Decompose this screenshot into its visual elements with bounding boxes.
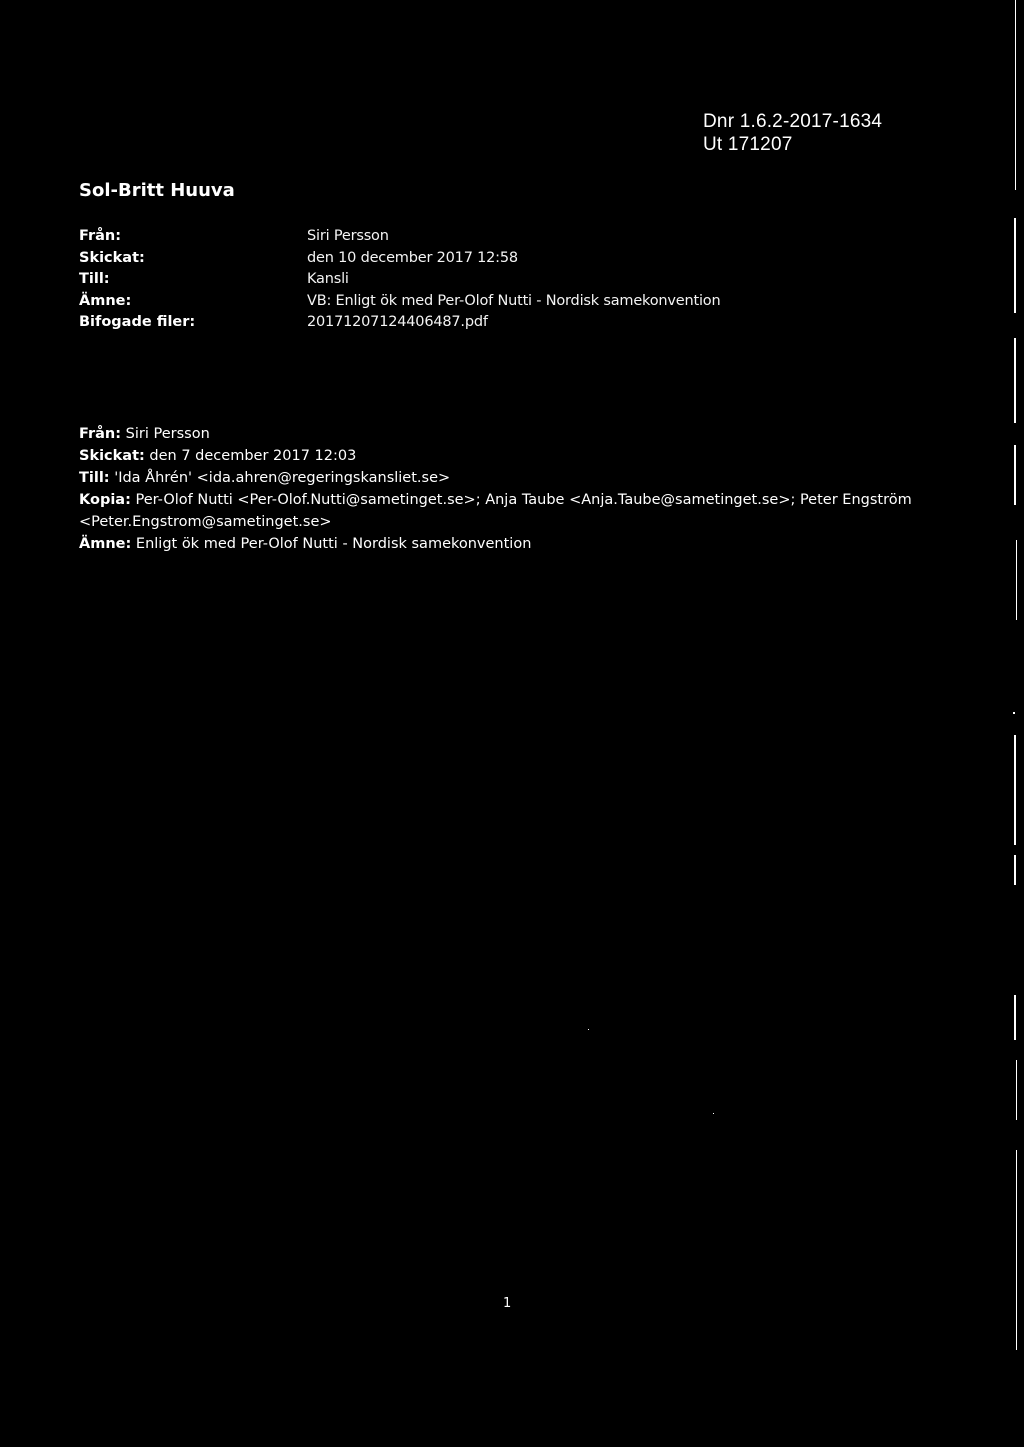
forwarded-message-header — [79, 423, 979, 555]
sender-name: Sol-Britt Huuva — [79, 180, 235, 201]
fw-value: 'Ida Åhrén' <ida.ahren@regeringskansliet.se> — [114, 470, 451, 486]
scan-edge-mark — [1014, 995, 1016, 1040]
header-label: Från: — [79, 228, 122, 244]
fw-label: Från: — [79, 426, 122, 442]
fw-value: den 7 december 2017 12:03 — [149, 448, 357, 464]
header-value: den 10 december 2017 12:58 — [307, 249, 518, 266]
header-value: Siri Persson — [307, 228, 389, 244]
forwarded-to — [79, 467, 979, 489]
header-label: Till: — [79, 271, 110, 287]
scan-edge-mark — [1016, 540, 1017, 620]
scan-speck — [1013, 712, 1015, 714]
header-value: VB: Enligt ök med Per-Olof Nutti - Nordisk samekonvention — [307, 292, 721, 309]
header-label: Bifogade filer: — [79, 314, 196, 330]
fw-value: <Peter.Engstrom@sametinget.se> — [79, 514, 332, 530]
document-reference — [703, 110, 882, 156]
scan-edge-mark — [1016, 1150, 1017, 1350]
fw-label: Kopia: — [79, 492, 131, 508]
scan-edge-mark — [1014, 338, 1016, 423]
fw-label: Ämne: — [79, 536, 132, 552]
scan-edge-mark — [1014, 445, 1016, 505]
fw-value: Per-Olof Nutti <Per-Olof.Nutti@sametinget.se>; Anja Taube <Anja.Taube@sametinget.se>; Peter Engström — [135, 492, 912, 508]
scan-edge-mark — [1014, 735, 1016, 845]
forwarded-from — [79, 423, 979, 445]
scan-speck — [713, 1113, 714, 1114]
forwarded-subject — [79, 533, 979, 555]
forwarded-cc-continued — [79, 511, 979, 533]
header-label: Ämne: — [79, 292, 132, 309]
page-number: 1 — [503, 1296, 512, 1311]
fw-label: Till: — [79, 470, 110, 486]
scan-speck — [588, 1029, 589, 1030]
forwarded-sent — [79, 445, 979, 467]
scan-edge-mark — [1014, 855, 1016, 885]
attachment-link[interactable]: 20171207124406487.pdf — [307, 314, 488, 330]
header-label: Skickat: — [79, 249, 145, 266]
forwarded-cc — [79, 489, 979, 511]
header-value: Kansli — [307, 271, 349, 287]
fw-value: Siri Persson — [125, 426, 210, 442]
fw-value: Enligt ök med Per-Olof Nutti - Nordisk samekonvention — [135, 536, 532, 552]
fw-label: Skickat: — [79, 448, 145, 464]
scan-edge-mark — [1016, 1060, 1017, 1120]
scan-edge-mark — [1015, 0, 1016, 190]
ut-date: Ut 171207 — [703, 134, 793, 155]
dnr-number: Dnr 1.6.2-2017-1634 — [703, 111, 883, 132]
scan-edge-mark — [1014, 218, 1016, 313]
